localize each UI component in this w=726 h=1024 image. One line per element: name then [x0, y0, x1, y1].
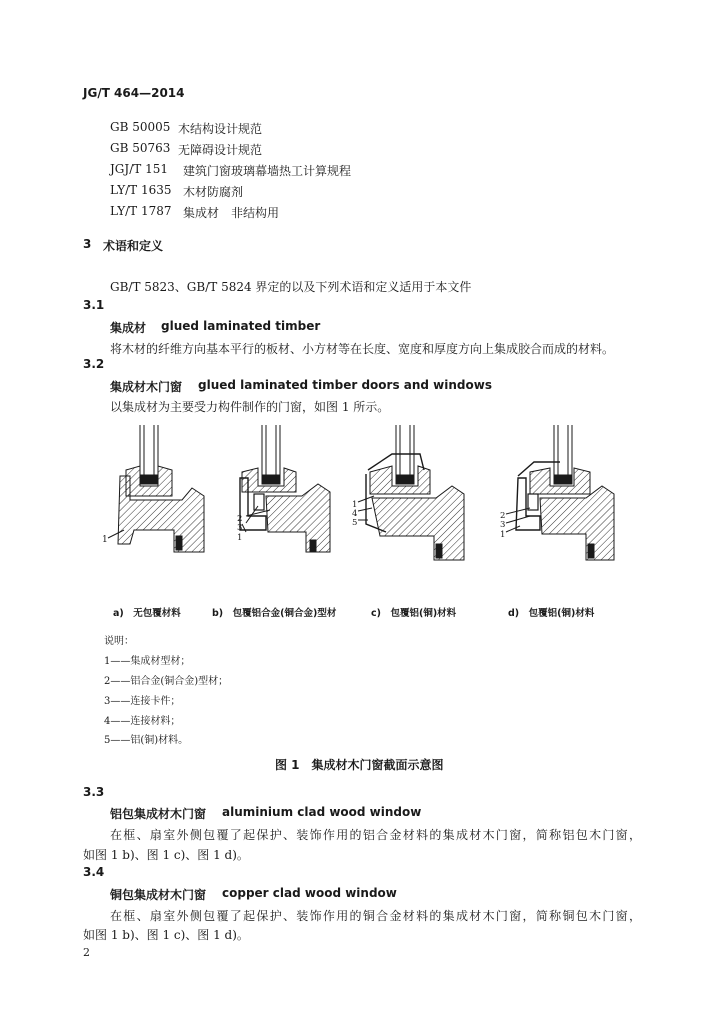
reference-code: GB 50763 — [110, 141, 171, 155]
term-number: 3.3 — [83, 785, 105, 799]
term-zh: 铜包集成材木门窗 — [110, 888, 207, 902]
callout-label: 3 — [237, 523, 243, 533]
callout-label: 3 — [500, 520, 506, 530]
callout-label: 1 — [237, 533, 243, 543]
section-drawing-d — [506, 425, 614, 560]
term-definition: 以集成材为主要受力构件制作的门窗，如图 1 所示。 — [110, 400, 390, 414]
reference-title: 木结构设计规范 — [178, 122, 263, 136]
term-definition-line: 在框、扇室外侧包覆了起保护、装饰作用的铝合金材料的集成材木门窗，简称铝包木门窗， — [110, 828, 641, 842]
subcaption-d: d) 包覆铝(铜)材料 — [508, 608, 595, 619]
key-item: 2——铝合金(铜合金)型材； — [104, 676, 229, 687]
term-number: 3.4 — [83, 865, 105, 879]
key-item: 3——连接卡件； — [104, 696, 181, 707]
subcaption-b: b) 包覆铝合金(铜合金)型材 — [212, 608, 337, 619]
term-definition: 将木材的纤维方向基本平行的板材、小方材等在长度、宽度和厚度方向上集成胶合而成的材料。 — [110, 342, 615, 356]
key-item: 1——集成材型材； — [104, 656, 191, 667]
subcaption-a: a) 无包覆材料 — [113, 608, 181, 619]
reference-code: GB 50005 — [110, 120, 171, 134]
term-zh: 集成材木门窗 — [110, 380, 183, 394]
term-zh: 铝包集成材木门窗 — [110, 807, 207, 821]
reference-code: LY/T 1635 — [110, 183, 172, 197]
subcaption-c: c) 包覆铝(铜)材料 — [371, 608, 457, 619]
callout-label: 5 — [352, 518, 358, 528]
key-item: 5——铝(铜)材料。 — [104, 735, 189, 746]
section-drawing-b — [240, 425, 330, 552]
reference-title: 建筑门窗玻璃幕墙热工计算规程 — [183, 164, 352, 178]
section-drawing-a — [108, 425, 204, 552]
reference-title: 集成材 非结构用 — [183, 206, 280, 220]
callout-label: 2 — [237, 514, 243, 524]
term-en: glued laminated timber doors and windows — [198, 378, 492, 392]
callout-label: 1 — [102, 535, 108, 545]
section-number: 3 — [83, 237, 92, 251]
callout-label: 2 — [500, 511, 506, 521]
term-en: aluminium clad wood window — [222, 805, 422, 819]
page-number: 2 — [83, 946, 90, 959]
reference-title: 木材防腐剂 — [183, 185, 244, 199]
reference-title: 无障碍设计规范 — [178, 143, 263, 157]
term-definition-line: 如图 1 b)、图 1 c)、图 1 d)。 — [83, 848, 249, 862]
callout-label: 4 — [352, 509, 358, 519]
reference-code: LY/T 1787 — [110, 204, 172, 218]
standard-code: JG/T 464—2014 — [83, 86, 185, 100]
term-zh: 集成材 — [110, 321, 147, 335]
term-en: glued laminated timber — [161, 319, 321, 333]
reference-code: JGJ/T 151 — [110, 162, 168, 176]
section-drawing-c — [358, 425, 464, 560]
callout-label: 1 — [352, 500, 358, 510]
term-definition-line: 在框、扇室外侧包覆了起保护、装饰作用的铜合金材料的集成材木门窗，简称铜包木门窗， — [110, 909, 641, 923]
figure-1-sections — [90, 420, 650, 570]
figure-title: 图 1 集成材木门窗截面示意图 — [275, 758, 444, 772]
term-en: copper clad wood window — [222, 886, 397, 900]
callout-label: 1 — [500, 530, 506, 540]
term-number: 3.1 — [83, 298, 105, 312]
section-title: 术语和定义 — [103, 239, 164, 253]
key-item: 4——连接材料； — [104, 716, 181, 727]
term-number: 3.2 — [83, 357, 105, 371]
term-definition-line: 如图 1 b)、图 1 c)、图 1 d)。 — [83, 928, 249, 942]
key-title: 说明： — [104, 636, 134, 647]
section-intro: GB/T 5823、GB/T 5824 界定的以及下列术语和定义适用于本文件 — [110, 280, 472, 294]
